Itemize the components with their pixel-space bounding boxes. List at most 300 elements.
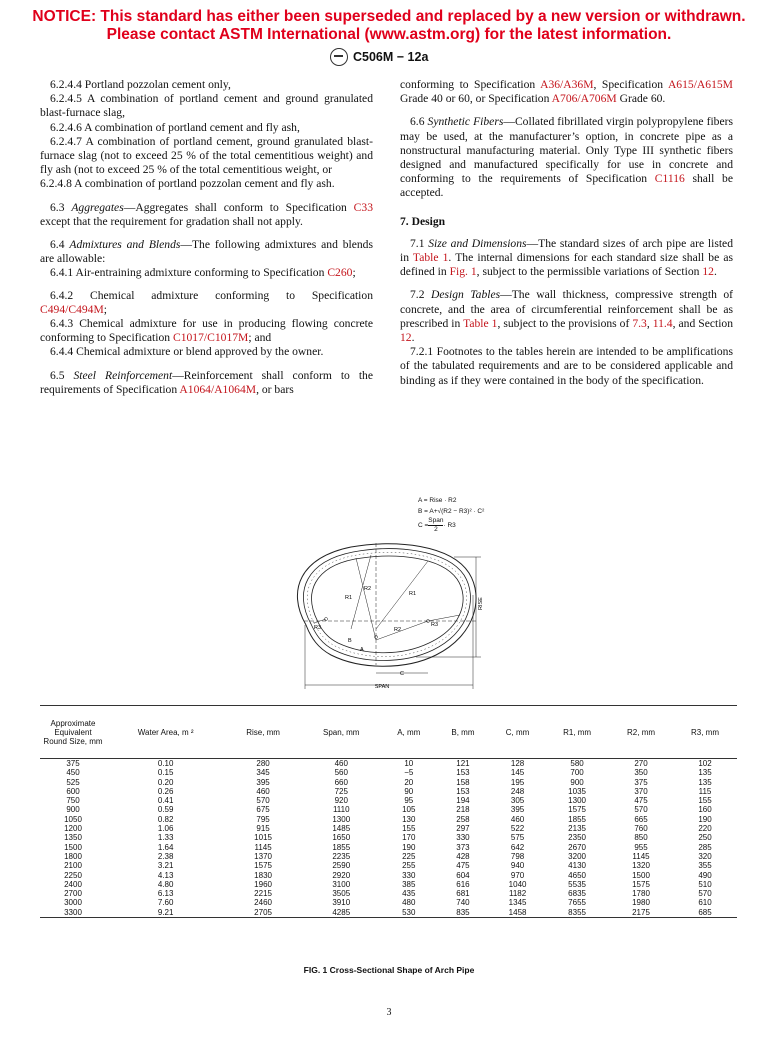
table-cell: 2460 — [254, 898, 272, 908]
table-cell: 460 — [510, 814, 525, 824]
table-row — [40, 889, 737, 898]
table-cell: 920 — [334, 796, 348, 806]
table-cell: 795 — [256, 814, 270, 824]
table-cell: 0.10 — [157, 759, 174, 768]
label-r1-right: R1 — [409, 591, 417, 597]
ref-link[interactable]: C33 — [353, 200, 373, 214]
table-cell: 1855 — [568, 814, 586, 824]
table-cell: 1035 — [568, 786, 586, 796]
table-cell: 1458 — [508, 907, 527, 917]
table-cell: 900 — [570, 777, 584, 787]
table-row — [40, 759, 737, 769]
para-6-6 — [400, 115, 733, 200]
table-cell: 1.06 — [157, 824, 174, 834]
para-text: 7.2.1 Footnotes to the tables herein are intended to be amplifications of the tabulated requirements and are to be considered applicable and binding as if they were contained in the body of the specification. — [400, 345, 733, 387]
ref-link[interactable]: C1017/C1017M — [172, 331, 249, 345]
table-cell: 355 — [698, 861, 712, 871]
table-cell: 530 — [402, 907, 416, 917]
notice-line-2: Please contact ASTM International (www.astm.org) for the latest information. — [106, 26, 672, 43]
ref-link[interactable]: C1116 — [654, 172, 685, 186]
table-cell: 4.80 — [157, 879, 174, 889]
table-cell: 1780 — [632, 889, 650, 899]
column-header: R2, mm — [627, 727, 656, 737]
table-cell: 153 — [456, 786, 470, 796]
para-text: shall be accepted. — [400, 172, 734, 200]
table-cell: 604 — [456, 870, 470, 880]
table-cell: 750 — [66, 796, 80, 806]
para-text: Grade 40 or 60, or Specification — [400, 92, 552, 106]
formula-c-denominator: 2 — [434, 526, 438, 533]
para-6-4-1 — [40, 266, 373, 280]
para-text: —The wall thickness, compressive strength of concrete, and the area of circumferential reinforcement shall be as prescribed in — [400, 288, 733, 330]
column-header: B, mm — [451, 727, 475, 737]
para-text: , or bars — [256, 382, 294, 396]
table-cell: 255 — [402, 861, 416, 871]
table-cell: 248 — [510, 786, 525, 796]
para-label: Synthetic Fibers — [427, 115, 504, 129]
label-c: C — [400, 671, 404, 677]
column-header: Rise, mm — [246, 727, 280, 737]
table-cell: 305 — [510, 796, 525, 806]
ref-link[interactable]: A706/A706M — [551, 92, 617, 106]
table-cell: 1145 — [254, 842, 272, 852]
table-cell: 250 — [698, 833, 712, 843]
table-row — [40, 833, 737, 842]
table-cell: 955 — [634, 842, 648, 852]
table-cell: 1800 — [64, 851, 82, 861]
table-cell: 90 — [404, 786, 414, 796]
label-r3-left: R3 — [314, 625, 322, 631]
notice-line-1: NOTICE: This standard has either been superseded and replaced by a new version or withdrawn. — [32, 8, 746, 25]
table-row — [40, 861, 737, 870]
para-6-4-3 — [40, 317, 373, 345]
table-cell: 616 — [456, 879, 470, 889]
table-row — [40, 843, 737, 852]
left-item: 6.2.4.8 A combination of portland pozzolan cement and fly ash. — [40, 177, 335, 191]
table-cell: 490 — [698, 870, 712, 880]
table-cell: 102 — [698, 759, 712, 768]
table-cell: 835 — [456, 907, 470, 917]
table-row — [40, 815, 737, 824]
table-cell: 970 — [510, 870, 525, 880]
table-cell: 280 — [256, 759, 270, 768]
table-cell: 170 — [402, 833, 416, 843]
formula-c-numerator: Span — [428, 517, 444, 524]
left-item: 6.2.4.5 A combination of portland cement and ground granulated blast-furnace slag, — [40, 92, 373, 120]
column-header: Span, mm — [323, 727, 360, 737]
table-cell: 270 — [634, 759, 648, 768]
table-cell: 660 — [334, 777, 348, 787]
label-a: A — [360, 647, 364, 653]
table-cell: 681 — [456, 889, 470, 899]
table-cell: 2250 — [64, 870, 82, 880]
table-cell: 1.64 — [157, 842, 174, 852]
table-cell: 760 — [634, 824, 648, 834]
para-text: except that the requirement for gradation shall not apply. — [40, 214, 303, 228]
ref-link[interactable]: Table 1 — [412, 251, 449, 265]
table-cell: 385 — [402, 879, 416, 889]
table-cell: 4285 — [332, 907, 351, 917]
table-cell: 2350 — [568, 833, 586, 843]
table-cell: 218 — [456, 805, 470, 815]
table-cell: 1575 — [568, 805, 586, 815]
para-label: Size and Dimensions — [428, 236, 527, 250]
table-cell: 2215 — [254, 889, 272, 899]
ref-link[interactable]: A615/A615M — [667, 78, 733, 91]
table-cell: 121 — [456, 759, 470, 768]
para-text: —The standard sizes of arch pipe are listed in — [400, 236, 733, 265]
table-cell: 522 — [510, 824, 525, 834]
table-cell: 0.82 — [157, 814, 174, 824]
table-cell: 395 — [510, 805, 525, 815]
column-header: Water Area, m ² — [137, 727, 194, 737]
ref-link[interactable]: 12 — [702, 265, 714, 279]
document-header — [330, 48, 428, 66]
table-cell: 220 — [698, 824, 712, 834]
table-row — [40, 768, 737, 777]
table-row — [40, 908, 737, 918]
radius-r1-left — [351, 555, 371, 629]
table-cell: 940 — [510, 861, 525, 871]
para-text: 6.4.4 Chemical admixture or blend approved by the owner. — [50, 345, 324, 359]
para-number: 6.3 — [50, 200, 65, 214]
table-cell: 6835 — [568, 889, 586, 899]
right-column — [400, 78, 733, 388]
table-cell: 4.13 — [157, 870, 174, 880]
table-cell: 0.15 — [157, 768, 174, 778]
table-cell: 2135 — [568, 824, 586, 834]
table-cell: 2175 — [632, 907, 650, 917]
arch-pipe-table — [40, 705, 737, 918]
notice-banner — [0, 8, 778, 44]
para-text: , and Section — [672, 316, 734, 330]
table-cell: 1015 — [254, 833, 272, 843]
para-label: Admixtures and Blends — [69, 238, 181, 252]
para-6-4-2 — [40, 289, 373, 317]
outer-wall-2 — [303, 549, 470, 661]
table-cell: 0.59 — [157, 805, 174, 815]
table-cell: 1855 — [332, 842, 351, 852]
table-cell: 3000 — [64, 898, 82, 908]
table-cell: 258 — [456, 814, 470, 824]
table-cell: 850 — [634, 833, 648, 843]
table-cell: 0.26 — [157, 786, 174, 796]
para-text: , subject to the provisions of — [497, 316, 633, 330]
para-text: conforming to Specification — [400, 78, 541, 91]
table-cell: 128 — [510, 759, 525, 768]
radius-r1-right — [376, 561, 428, 629]
column-header: Approximate Equivalent Round Size, mm — [43, 718, 103, 746]
table-cell: 395 — [256, 777, 270, 787]
table-cell: 525 — [66, 777, 80, 787]
table-cell: 135 — [698, 768, 712, 778]
para-text: ; — [352, 266, 356, 280]
designation: C506M − 12a — [353, 50, 429, 64]
table-cell: 4650 — [568, 870, 586, 880]
table-cell: 320 — [698, 851, 712, 861]
label-r2-top: R2 — [364, 586, 372, 592]
para-6-5 — [40, 369, 373, 397]
radius-r2-b — [376, 621, 428, 640]
para-text: —Collated fibrillated virgin polypropylene fibers may be used, at the manufacturer’s option, in concrete pipe as a nonstructural manufacturing material. Only Type III synthetic fibers designed and manufactured specifically for use in concrete and conforming to the requirements of Specification — [400, 115, 733, 186]
column-header: C, mm — [505, 727, 530, 737]
para-6-4-4 — [40, 345, 373, 359]
table-cell: 725 — [334, 786, 348, 796]
formula-b: B = A+√(R2 − R3)² · C² — [418, 508, 485, 515]
table-cell: 1182 — [508, 889, 527, 899]
figure-caption: FIG. 1 Cross-Sectional Shape of Arch Pipe — [303, 965, 475, 975]
table-cell: 1300 — [568, 796, 586, 806]
table-cell: 95 — [404, 796, 414, 806]
table-cell: 1145 — [632, 851, 650, 861]
para-label: Design Tables — [430, 288, 501, 302]
table-cell: 3300 — [64, 907, 82, 917]
table-cell: 1650 — [332, 833, 351, 843]
column-header: R3, mm — [690, 727, 719, 737]
table-cell: 1320 — [632, 861, 650, 871]
table-cell: 194 — [456, 796, 470, 806]
para-text: 6.4.3 Chemical admixture for use in producing flowing concrete conforming to Specification — [40, 317, 373, 345]
para-text: ; and — [248, 331, 272, 345]
table-cell: 330 — [402, 870, 416, 880]
table-cell: 1500 — [64, 842, 82, 852]
para-7-2-1 — [400, 345, 733, 388]
table-cell: 450 — [66, 768, 80, 778]
table-cell: 2670 — [568, 842, 586, 852]
table-cell: 330 — [456, 833, 470, 843]
table-cell: 1980 — [632, 898, 650, 908]
table-cell: 740 — [456, 898, 470, 908]
table-cell: 1200 — [64, 824, 82, 834]
table-cell: 195 — [510, 777, 525, 787]
para-number: 6.6 — [410, 115, 425, 129]
ref-link[interactable]: A36/A36M — [540, 78, 594, 91]
table-header-row — [40, 706, 737, 759]
table-cell: 375 — [66, 759, 80, 768]
table-cell: 2100 — [64, 861, 82, 871]
section-heading-7: 7. Design — [400, 214, 446, 228]
table-cell: 9.21 — [157, 907, 174, 917]
table-cell: 2.38 — [157, 851, 174, 861]
ref-link[interactable]: A1064/A1064M — [179, 382, 257, 396]
table-cell: 675 — [256, 805, 270, 815]
table-cell: 7655 — [568, 898, 586, 908]
table-cell: 130 — [402, 814, 416, 824]
table-cell: 4130 — [568, 861, 586, 871]
para-text: —Aggregates shall conform to Specification — [123, 200, 354, 214]
table-cell: 1485 — [332, 824, 351, 834]
table-cell: 1500 — [632, 870, 650, 880]
table-cell: 435 — [402, 889, 416, 899]
reinforcement-line — [307, 552, 467, 656]
table-row — [40, 898, 737, 907]
table-cell: 115 — [698, 786, 712, 796]
table-cell: 135 — [698, 777, 712, 787]
table-cell: 158 — [456, 777, 470, 787]
table-cell: 2705 — [254, 907, 272, 917]
table-cell: 20 — [404, 777, 414, 787]
table-cell: 7.60 — [157, 898, 174, 908]
table-cell: 190 — [698, 814, 712, 824]
table-cell: 600 — [66, 786, 80, 796]
table-cell: 10 — [404, 759, 414, 768]
table-row — [40, 880, 737, 889]
ref-link[interactable]: Table 1 — [463, 316, 498, 330]
table-cell: 3.21 — [157, 861, 174, 871]
table-row — [40, 796, 737, 805]
table-cell: 570 — [698, 889, 712, 899]
table-cell: 1575 — [254, 861, 272, 871]
table-cell: 798 — [510, 851, 525, 861]
table-cell: 375 — [634, 777, 648, 787]
para-text: . The internal dimensions for each standard size shall be as defined in — [400, 251, 733, 279]
left-item: 6.2.4.6 A combination of portland cement and fly ash, — [50, 120, 300, 134]
para-6-3 — [40, 201, 373, 229]
column-header: A, mm — [397, 727, 421, 737]
left-column — [40, 78, 373, 406]
label-b: B — [348, 638, 352, 644]
table-cell: 350 — [634, 768, 648, 778]
table-cell: 1300 — [332, 814, 351, 824]
para-number: 7.2 — [410, 288, 425, 302]
table-cell: 3100 — [332, 879, 351, 889]
table-row — [40, 778, 737, 787]
table-cell: 1830 — [254, 870, 272, 880]
ref-link[interactable]: C494/C494M — [40, 302, 104, 316]
table-cell: 1040 — [508, 879, 527, 889]
table-cell: 2400 — [64, 879, 82, 889]
label-span: SPAN — [374, 684, 390, 690]
table-cell: 1110 — [332, 805, 350, 815]
para-7-2 — [400, 288, 733, 345]
table-cell: 345 — [256, 768, 270, 778]
table-cell: 1370 — [254, 851, 272, 861]
formula-c-prefix: C = — [418, 522, 429, 529]
table-cell: 575 — [510, 833, 525, 843]
para-number: 6.5 — [50, 368, 65, 382]
para-text: ; — [103, 302, 108, 316]
table-cell: 153 — [456, 768, 470, 778]
table-cell: 1350 — [64, 833, 82, 843]
table-cell: 1050 — [64, 814, 82, 824]
para-text: —Reinforcement shall conform to the requirements of Specification — [40, 368, 373, 396]
table-cell: 370 — [634, 786, 648, 796]
table-cell: 475 — [456, 861, 470, 871]
table-cell: 685 — [698, 907, 712, 917]
left-item: 6.2.4.7 A combination of portland cement, ground granulated blast-furnace slag (not to exceed 25 % of the total cementitious weight) and fly ash (not to exceed 25 % of the total cementitious weight, or — [40, 134, 373, 177]
ref-link[interactable]: 11.4 — [652, 316, 673, 330]
ref-link[interactable]: 12 — [400, 331, 412, 345]
para-6-5-cont — [400, 78, 733, 106]
table-row — [40, 852, 737, 861]
table-cell: 8355 — [568, 907, 586, 917]
table-cell: 475 — [634, 796, 648, 806]
table-cell: 160 — [698, 805, 712, 815]
radius-r3-right — [428, 615, 460, 621]
table-cell: 6.13 — [157, 889, 174, 899]
table-cell: 105 — [402, 805, 416, 815]
table-cell: 580 — [570, 759, 584, 768]
table-body — [40, 759, 737, 918]
table-cell: 480 — [402, 898, 416, 908]
table-cell: 570 — [634, 805, 648, 815]
para-7-1 — [400, 237, 733, 280]
para-text: 6.4.1 Air-entraining admixture conforming to Specification — [50, 266, 328, 280]
table-cell: 2590 — [332, 861, 351, 871]
para-label: Aggregates — [71, 200, 124, 214]
table-cell: 665 — [634, 814, 648, 824]
table-cell: 2700 — [64, 889, 82, 899]
table-cell: −5 — [404, 768, 414, 778]
table-row — [40, 824, 737, 833]
table-row — [40, 871, 737, 880]
column-header: R1, mm — [563, 727, 592, 737]
para-text: Grade 60. — [616, 92, 666, 106]
ref-link[interactable]: 7.3 — [632, 316, 647, 330]
table-cell: 460 — [334, 759, 348, 768]
para-text: , Specification — [593, 78, 668, 91]
inner-wall — [312, 556, 464, 653]
table-cell: 560 — [334, 768, 348, 778]
table-cell: 297 — [456, 824, 470, 834]
table-row — [40, 805, 737, 814]
para-number: 7.1 — [410, 236, 425, 250]
table-cell: 0.41 — [157, 796, 174, 806]
table-row — [40, 787, 737, 796]
label-r3-right: R3 — [431, 622, 439, 628]
table-cell: 570 — [256, 796, 270, 806]
table-cell: 373 — [456, 842, 470, 852]
para-number: 6.4 — [50, 238, 65, 252]
table-cell: 5535 — [568, 879, 586, 889]
table-cell: 428 — [456, 851, 470, 861]
table-cell: 610 — [698, 898, 712, 908]
para-text: 6.4.2 Chemical admixture conforming to Specification — [50, 288, 373, 302]
para-text: —The following admixtures and blends are allowable: — [40, 238, 373, 266]
table-cell: 3910 — [332, 898, 351, 908]
para-text: , subject to the permissible variations of Section — [476, 265, 703, 279]
left-item: 6.2.4.4 Portland pozzolan cement only, — [50, 78, 231, 91]
label-rise: RISE — [478, 597, 484, 610]
table-cell: 1345 — [508, 898, 527, 908]
table-cell: 900 — [66, 805, 80, 815]
table-cell: 0.20 — [157, 777, 174, 787]
table-cell: 642 — [510, 842, 525, 852]
ref-link[interactable]: Fig. 1 — [449, 265, 477, 279]
table-cell: 1.33 — [157, 833, 174, 843]
table-cell: 460 — [256, 786, 270, 796]
left-list — [40, 78, 373, 192]
table-cell: 190 — [402, 842, 416, 852]
para-text: . — [411, 331, 415, 345]
table-cell: 155 — [698, 796, 712, 806]
table-cell: 1575 — [632, 879, 650, 889]
page-number: 3 — [386, 1007, 392, 1018]
table-cell: 510 — [698, 879, 712, 889]
para-label: Steel Reinforcement — [73, 368, 173, 382]
astm-logo-icon — [330, 48, 348, 66]
label-r2-right: R2 — [394, 627, 402, 633]
para-6-4 — [40, 238, 373, 266]
table-cell: 3505 — [332, 889, 351, 899]
label-r1-left: R1 — [345, 595, 353, 601]
table-cell: 155 — [402, 824, 416, 834]
ref-link[interactable]: C260 — [327, 266, 353, 280]
table-cell: 915 — [256, 824, 270, 834]
table-cell: 700 — [570, 768, 584, 778]
table-cell: 1960 — [254, 879, 272, 889]
table-cell: 3200 — [568, 851, 586, 861]
